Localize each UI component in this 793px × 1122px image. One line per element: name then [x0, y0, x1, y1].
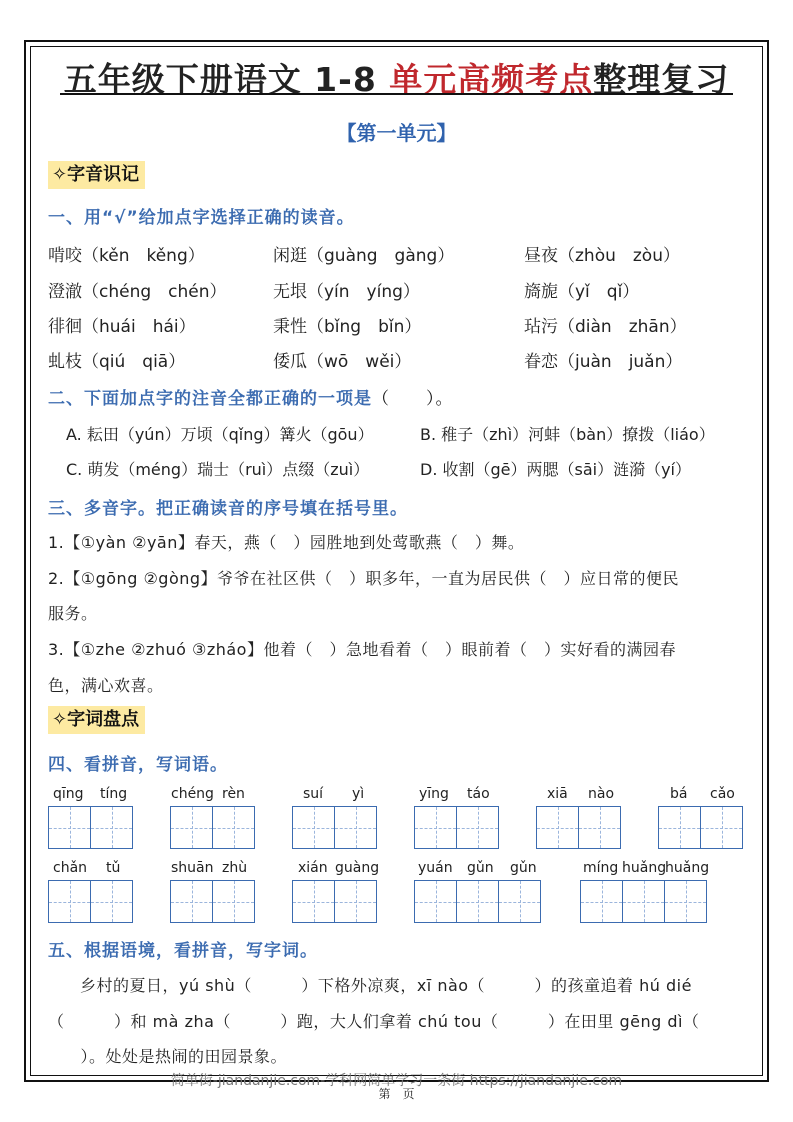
pinyin-label: huǎng [665, 860, 710, 876]
q1-item: 闲逛（guàng gàng） [273, 246, 455, 266]
writing-box[interactable] [456, 806, 499, 849]
pinyin-label: nào [588, 786, 615, 802]
q1-item: 澄澈（chéng chén） [48, 282, 227, 302]
writing-box[interactable] [658, 806, 701, 849]
q1-item: 旖旎（yǐ qǐ） [524, 282, 640, 302]
pinyin-label: yì [352, 786, 365, 802]
q1-item: 玷污（diàn zhān） [524, 317, 687, 337]
pinyin-label: rèn [222, 786, 245, 802]
q3-line: 3.【①zhe ②zhuó ③zháo】他着（ ）急地看着（ ）眼前着（ ）实好看的满园春 [48, 640, 676, 659]
pinyin-label: guàng [335, 860, 380, 876]
writing-box[interactable] [90, 806, 133, 849]
pinyin-word-group [48, 786, 132, 849]
q5-line: ）。处处是热闹的田园景象。 [64, 1047, 288, 1066]
writing-box[interactable] [414, 806, 457, 849]
pinyin-word-group [580, 860, 710, 923]
writing-box[interactable] [456, 880, 499, 923]
q1-item: 徘徊（huái hái） [48, 317, 196, 337]
q3-line: 2.【①gōng ②gòng】爷爷在社区供（ ）职多年，一直为居民供（ ）应日常的便民 [48, 569, 680, 588]
q2-option-a: A. 耘田（yún）万顷（qǐng）篝火（gōu） [66, 425, 374, 444]
pinyin-label: zhù [222, 860, 248, 876]
pinyin-word-group [48, 860, 132, 923]
q1-item: 昼夜（zhòu zòu） [524, 246, 680, 266]
writing-box[interactable] [48, 806, 91, 849]
writing-box[interactable] [664, 880, 707, 923]
q2-blank: （ ）。 [372, 389, 454, 409]
category-pronunciation: ✧字音识记 [48, 161, 145, 189]
pinyin-word-group [658, 786, 742, 849]
page-number: 第 页 [378, 1087, 415, 1101]
pinyin-label: chǎn [53, 860, 88, 876]
pinyin-label: chéng [171, 786, 214, 802]
writing-box[interactable] [334, 806, 377, 849]
writing-box[interactable] [170, 880, 213, 923]
footer-watermark: 简单街-jiandanjie.com-学科网简单学习一条街 https://jiandanjie.com [170, 1073, 623, 1089]
category-words: ✧字词盘点 [48, 706, 145, 734]
q1-item: 无垠（yín yíng） [273, 282, 420, 302]
pinyin-label: qīng [53, 786, 84, 802]
title-underline [60, 93, 733, 95]
q1-item: 秉性（bǐng bǐn） [273, 317, 422, 337]
writing-box[interactable] [90, 880, 133, 923]
q1-item: 啃咬（kěn kěng） [48, 246, 205, 266]
title-part3: 整理复习 [593, 60, 730, 99]
q1-item: 倭瓜（wō wěi） [273, 352, 412, 372]
writing-box[interactable] [498, 880, 541, 923]
q3-line: 色，满心欢喜。 [48, 676, 164, 695]
q1-item: 眷恋（juàn juǎn） [524, 352, 683, 372]
pinyin-label: yīng [419, 786, 449, 802]
writing-box[interactable] [48, 880, 91, 923]
writing-box[interactable] [578, 806, 621, 849]
q2-option-c: C. 萌发（méng）瑞士（ruì）点缀（zuì） [66, 460, 370, 479]
q2-heading-text: 二、下面加点字的注音全都正确的一项是 [48, 389, 372, 409]
writing-box[interactable] [622, 880, 665, 923]
writing-box[interactable] [292, 880, 335, 923]
pinyin-label: huǎng [622, 860, 667, 876]
question-3-heading: 三、多音字。把正确读音的序号填在括号里。 [48, 499, 408, 519]
writing-box[interactable] [700, 806, 743, 849]
pinyin-label: tíng [100, 786, 128, 802]
pinyin-word-group [292, 860, 380, 923]
q3-line: 1.【①yàn ②yān】春天，燕（ ）园胜地到处莺歌燕（ ）舞。 [48, 533, 525, 552]
q5-line: 乡村的夏日，yú shù（ ）下格外凉爽，xī nào（ ）的孩童追着 hú dié [80, 976, 692, 995]
pinyin-word-group [170, 786, 254, 849]
pinyin-label: cǎo [710, 786, 735, 802]
pinyin-label: bá [670, 786, 688, 802]
title-part1: 五年级下册语文 1-8 [63, 60, 390, 99]
pinyin-label: yuán [418, 860, 453, 876]
question-4-heading: 四、看拼音，写词语。 [48, 755, 228, 775]
title-highlight: 单元高频考点 [389, 60, 594, 99]
q2-option-d: D. 收割（gē）两腮（sāi）涟漪（yí） [420, 460, 691, 479]
writing-box[interactable] [212, 880, 255, 923]
pinyin-label: xián [298, 860, 328, 876]
q2-option-b: B. 稚子（zhì）河蚌（bàn）撩拨（liáo） [420, 425, 715, 444]
writing-box[interactable] [536, 806, 579, 849]
pinyin-word-group [414, 786, 498, 849]
writing-box[interactable] [292, 806, 335, 849]
question-5-heading: 五、根据语境，看拼音，写字词。 [48, 941, 318, 961]
writing-box[interactable] [212, 806, 255, 849]
pinyin-word-group [536, 786, 620, 849]
pinyin-label: gǔn [510, 860, 537, 876]
pinyin-label: suí [303, 786, 324, 802]
q3-line: 服务。 [48, 604, 98, 623]
q1-item: 虬枝（qiú qiā） [48, 352, 186, 372]
pinyin-word-group [170, 860, 254, 923]
writing-box[interactable] [334, 880, 377, 923]
writing-box[interactable] [414, 880, 457, 923]
pinyin-label: xiā [547, 786, 568, 802]
question-1-heading: 一、用“√”给加点字选择正确的读音。 [48, 208, 355, 228]
writing-box[interactable] [580, 880, 623, 923]
pinyin-label: shuān [171, 860, 214, 876]
pinyin-word-group [414, 860, 540, 923]
q5-line: （ ）和 mà zha（ ）跑，大人们拿着 chú tou（ ）在田里 gēng dì（ [48, 1012, 700, 1031]
pinyin-word-group [292, 786, 376, 849]
question-2-heading [48, 384, 454, 409]
unit-heading: 【第一单元】 [336, 121, 457, 145]
pinyin-label: tǔ [106, 860, 121, 876]
pinyin-label: gǔn [467, 860, 494, 876]
pinyin-label: míng [583, 860, 619, 876]
pinyin-label: táo [467, 786, 490, 802]
writing-box[interactable] [170, 806, 213, 849]
